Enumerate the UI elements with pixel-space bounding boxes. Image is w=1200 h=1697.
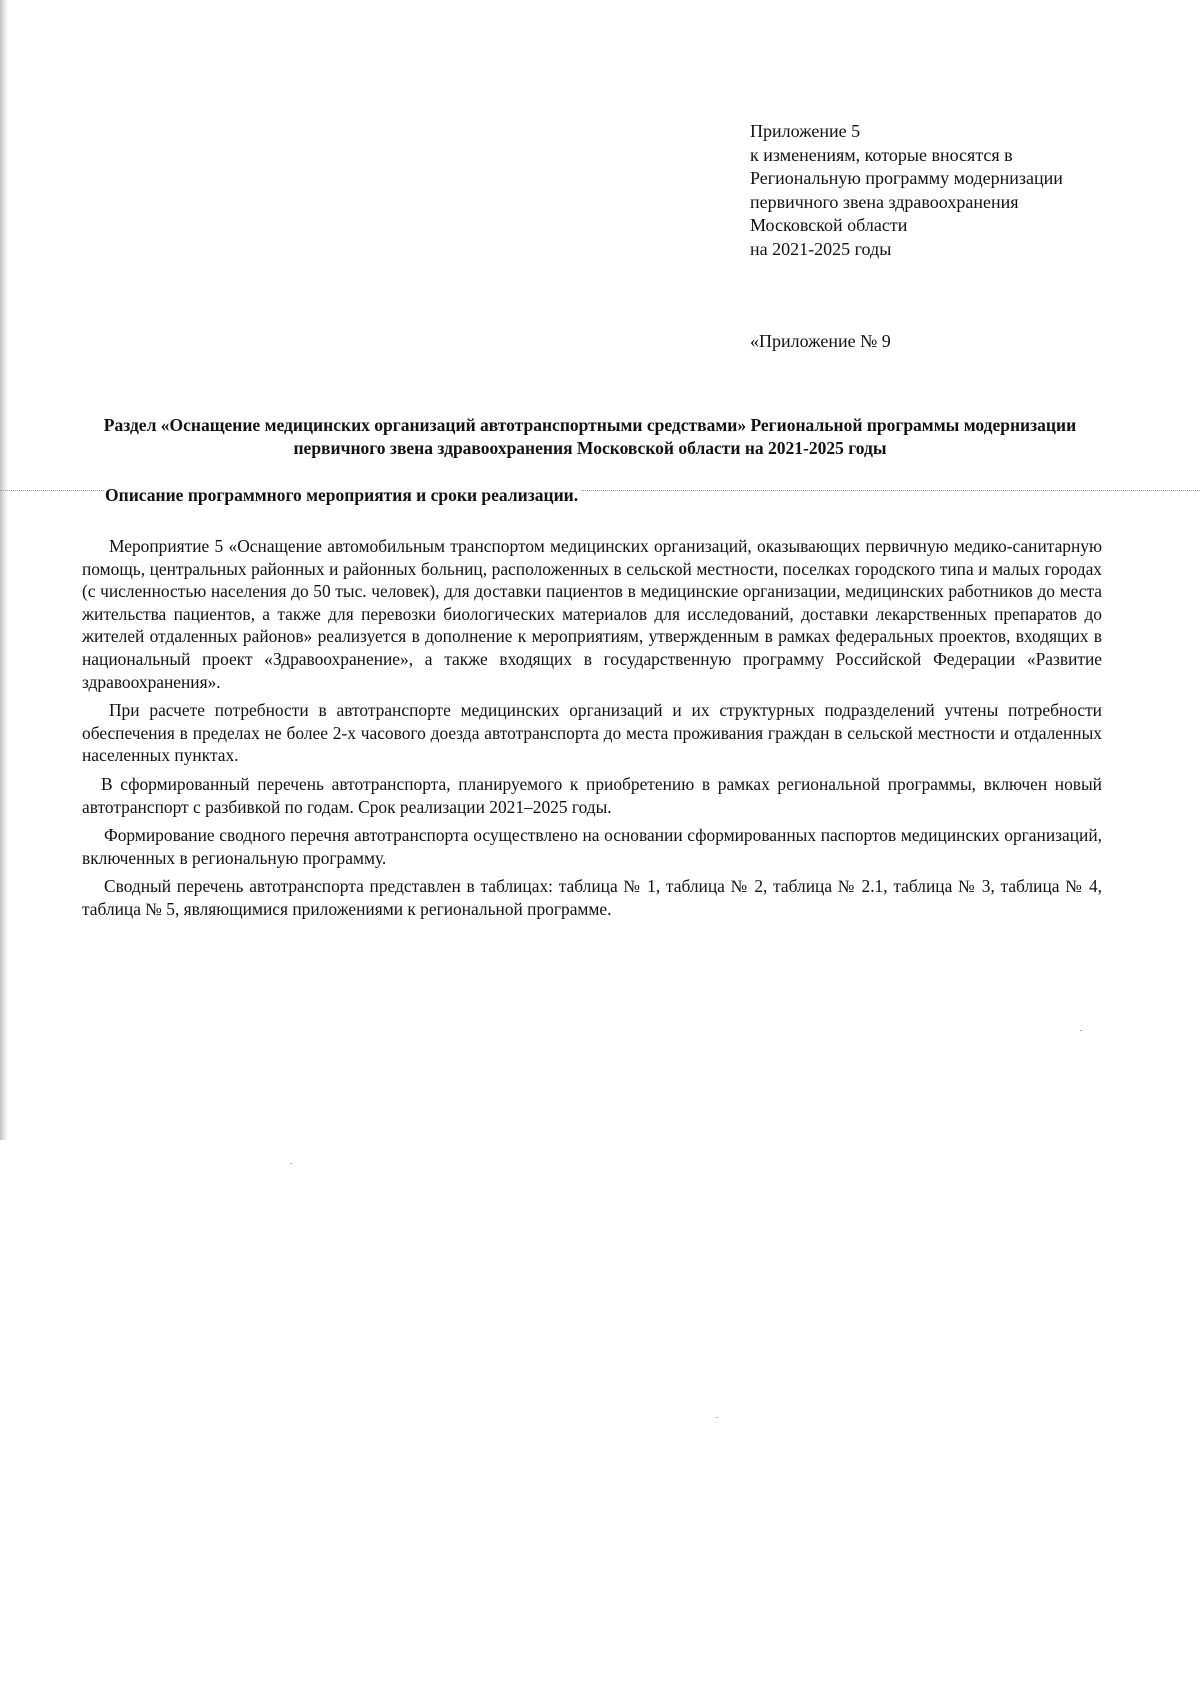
appendix-header-line: Приложение 5	[750, 121, 861, 141]
scan-speck	[290, 1163, 292, 1164]
body-paragraph: Сводный перечень автотранспорта представлен в таблицах: таблица № 1, таблица № 2, таблица № 2.1, таблица № 3, таблица № 4, таблица № 5, являющимися приложениями к региональной программе.	[82, 876, 1102, 919]
body-paragraph: При расчете потребности в автотранспорте медицинских организаций и их структурных подразделений учтены потребности обеспечения в пределах не более 2-х часового доезда автотранспорта до места проживания граждан в сельской местности и отдаленных населенных пунктах.	[82, 700, 1102, 766]
appendix-header-block	[750, 120, 1150, 261]
subsection-title: Описание программного мероприятия и сроки реализации.	[105, 485, 579, 505]
appendix-header-line: Региональную программу модернизации	[750, 168, 1063, 188]
appendix-header-line: к изменениям, которые вносятся в	[750, 144, 1013, 165]
body-text	[82, 535, 1102, 927]
appendix-header-line: на 2021-2025 годы	[750, 238, 892, 259]
appendix-header-line: Московской области	[750, 215, 908, 235]
appendix-header-line: первичного звена здравоохранения	[750, 191, 1019, 212]
appendix-number: «Приложение № 9	[750, 331, 891, 351]
body-paragraph: Формирование сводного перечня автотранспорта осуществлено на основании сформированных паспортов медицинских организаций, включенных в региональную программу.	[82, 825, 1102, 868]
body-paragraph: В сформированный перечень автотранспорта, планируемого к приобретению в рамках региональной программы, включен новый автотранспорт с разбивкой по годам. Срок реализации 2021–2025 годы.	[82, 773, 1102, 817]
section-title: Раздел «Оснащение медицинских организаций автотранспортными средствами» Региональной программы модернизации первичного звена здравоохранения Московской области на 2021-2025 годы	[103, 415, 1077, 458]
scan-edge-artifact	[0, 0, 8, 1140]
scan-speck	[716, 1417, 718, 1418]
scan-speck	[1080, 1030, 1082, 1031]
body-paragraph: Мероприятие 5 «Оснащение автомобильным транспортом медицинских организаций, оказывающих первичную медико-санитарную помощь, центральных районных и районных больниц, расположенных в сельской местности, поселках городского типа и малых городах (с численностью населения до 50 тыс. человек), для доставки пациентов в медицинские организации, медицинских работников до места жительства пациентов, а также для перевозки биологических материалов для исследований, доставки лекарственных препаратов до жителей отдаленных районов» реализуется в дополнение к мероприятиям, утвержденным в рамках федеральных проектов, входящих в национальный проект «Здравоохранение», а также входящих в государственную программу Российской Федерации «Развитие здравоохранения».	[82, 536, 1102, 692]
